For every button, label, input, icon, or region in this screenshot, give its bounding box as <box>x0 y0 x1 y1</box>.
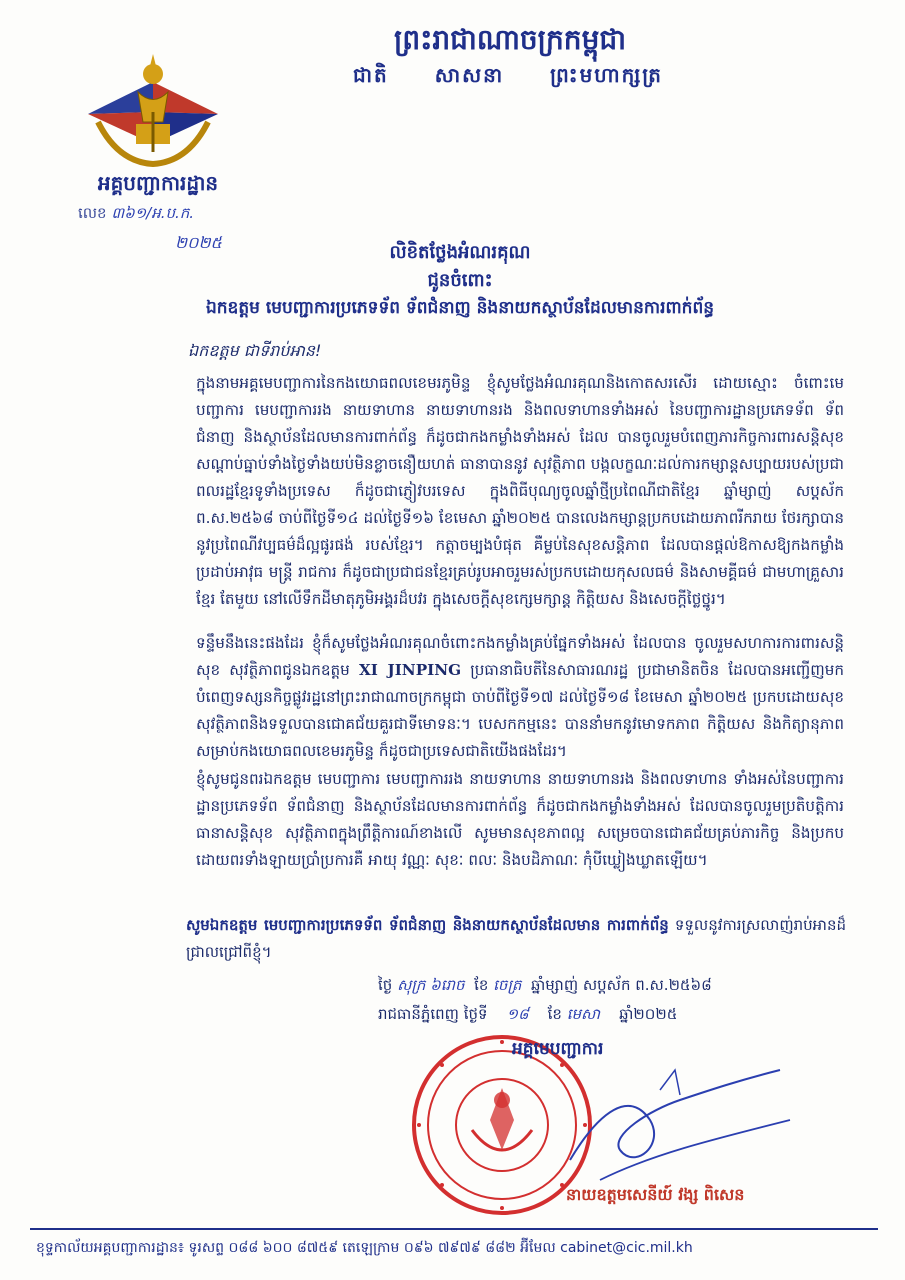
signer-name: នាយឧត្តមសេនីយ៍ វង្ស ពិសេន <box>566 1185 745 1204</box>
paragraph-2-after: ប្រធានាធិបតីនៃសាធារណរដ្ឋ ប្រជាមានិតចិន ដែលបានអញ្ជើញមកបំពេញទស្សនកិច្ចផ្លូវរដ្ឋនៅព្រះរាជាណាចក្រកម្ពុជា ចាប់ពីថ្ងៃទី១៧ ដល់ថ្ងៃទី១៨ ខែមេសា ឆ្នាំ២០២៥ ប្រកបដោយសុខសុវត្ថិភាពនិងទទួលបានជោគជ័យគួរជាទីមោទនៈ។ បេសកកម្មនេះ បាននាំមកនូវមោទកភាព កិត្តិយស និងកិត្យានុភាពសម្រាប់កងយោធពលខេមរភូមិន្ទ ក៏ដូចជាប្រទេសជាតិយើងផងដែរ។ <box>196 661 844 760</box>
ref-number: ៣៦១/អ.ប.ក. <box>111 204 195 222</box>
footer-email[interactable]: cabinet@cic.mil.kh <box>560 1240 693 1256</box>
greg-month-label: ខែ <box>547 1005 562 1023</box>
closing-rest: ទទួលនូវការស្រលាញ់រាប់អានដ៏ជ្រាលជ្រៅពីខ្ញុំ។ <box>186 916 846 961</box>
greg-year: ឆ្នាំ២០២៥ <box>619 1005 678 1023</box>
document-title: លិខិតថ្លែងអំណរគុណ <box>389 242 531 263</box>
hq-name: អគ្គបញ្ជាការដ្ឋាន <box>97 171 219 195</box>
greg-month-hand: មេសា <box>566 1005 601 1023</box>
motto-nation: ជាតិ <box>353 63 389 87</box>
motto-religion: សាសនា <box>434 63 505 87</box>
paragraph-1: ក្នុងនាមអគ្គមេបញ្ជាការនៃកងយោធពលខេមរភូមិន្ទ ខ្ញុំសូមថ្លែងអំណរគុណនិងកោតសរសើរ ដោយស្មោះ ចំពោះមេបញ្ជាការ មេបញ្ជាការរង នាយទាហាន នាយទាហានរង និងពលទាហានទាំងអស់ នៃបញ្ជាការដ្ឋានប្រភេទទ័ព ទ័ពជំនាញ និងស្ថាប័នដែលមានការពាក់ព័ន្ធ ក៏ដូចជាកងកម្លាំងទាំងអស់ ដែល បានចូលរួមបំពេញភារកិច្ចការពារសន្តិសុខ សណ្តាប់ធ្នាប់ទាំងថ្ងៃទាំងយប់មិនខ្លាចនឿយហត់ ធានាបាននូវ សុវត្ថិភាព បង្កលក្ខណៈដល់ការកម្សាន្តសប្បាយរបស់ប្រជាពលរដ្ឋខ្មែរទូទាំងប្រទេស ក៏ដូចជាភ្ញៀវបរទេស ក្នុងពិធីបុណ្យចូលឆ្នាំថ្មីប្រពៃណីជាតិខ្មែរ ឆ្នាំម្សាញ់ សប្តស័ក ព.ស.២៥៦៨ ចាប់ពីថ្ងៃទី១៤ ដល់ថ្ងៃទី១៦ ខែមេសា ឆ្នាំ២០២៥ បានលេងកម្សាន្តប្រកបដោយភាពរីករាយ ថែរក្សាបាននូវប្រពៃណីវប្បធម៌ដ៏ល្អផូរផង់ របស់ខ្មែរ។ កត្តាចម្បងបំផុត គឺម្លប់នៃសុខសន្តិភាព ដែលបានផ្តល់ឱកាសឱ្យកងកម្លាំងប្រដាប់អាវុធ មន្ត្រី រាជការ ក៏ដូចជាប្រជាជនខ្មែរគ្រប់រូបអាចរួមរស់ប្រកបដោយកុសលធម៌ និងសាមគ្គីធម៌ ជាមហាគ្រួសារខ្មែរ តែមួយ នៅលើទឹកដីមាតុភូមិអង្គរដ៏បវរ ក្នុងសេចក្តីសុខក្សេមក្សាន្ត កិត្តិយស និងសេចក្តីថ្លៃថ្នូរ។ <box>196 374 844 608</box>
to-label: ជូនចំពោះ <box>427 270 493 291</box>
footer-contact <box>36 1238 876 1259</box>
paragraph-2-before: ទន្ទឹមនឹងនេះផងដែរ ខ្ញុំក៏សូមថ្លែងអំណរគុណចំពោះកងកម្លាំងគ្រប់ផ្នែកទាំងអស់ ដែលបាន ចូលរួមសហការការពារសន្តិសុខ សុវត្ថិភាពជូនឯកឧត្តម <box>196 634 844 679</box>
military-intelligence-emblem-icon <box>78 52 228 172</box>
reference-number <box>78 204 194 226</box>
closing-paragraph <box>186 912 846 966</box>
paragraph-3: ខ្ញុំសូមជូនពរឯកឧត្តម មេបញ្ជាការ មេបញ្ជាការរង នាយទាហាន នាយទាហានរង និងពលទាហាន ទាំងអស់នៃបញ្ជាការដ្ឋានប្រភេទទ័ព ទ័ពជំនាញ និងស្ថាប័នដែលមានការពាក់ព័ន្ធ ក៏ដូចជាកងកម្លាំងទាំងអស់ ដែលបានចូលរួមប្រតិបត្តិការធានាសន្តិសុខ សុវត្ថិភាពក្នុងព្រឹត្តិការណ៍ខាងលើ សូមមានសុខភាពល្អ សម្រេចបានជោគជ័យគ្រប់ភារកិច្ច និងប្រកបដោយពរទាំងឡាយប្រាំប្រការគឺ អាយុ វណ្ណៈ សុខៈ ពលៈ និងបដិភាណៈ កុំបីឃ្លៀងឃ្លាតឡើយ។ <box>196 770 844 869</box>
day-label: ថ្ងៃ <box>378 976 393 994</box>
footer-divider <box>30 1228 878 1230</box>
place: រាជធានីភ្នំពេញ ថ្ងៃទី <box>378 1005 488 1023</box>
lunar-year: ឆ្នាំម្សាញ់ សប្តស័ក ព.ស.២៥៦៨ <box>531 976 712 994</box>
closing-bold: សូមឯកឧត្តម មេបញ្ជាការប្រភេទទ័ព ទ័ពជំនាញ និងនាយកស្ថាប័នដែលមាន ការពាក់ព័ន្ធ <box>186 916 669 934</box>
month-hand: ចេត្រ <box>493 976 522 994</box>
greeting: ឯកឧត្តម ជាទីរាប់អាន! <box>188 341 322 360</box>
kingdom-title: ព្រះរាជាណាចក្រកម្ពុជា <box>393 23 626 56</box>
ref-year: ២០២៥ <box>175 233 222 252</box>
lunar-date-line <box>378 976 712 998</box>
national-motto <box>338 62 678 92</box>
handwritten-signature-icon <box>540 1050 800 1200</box>
month-label: ខែ <box>474 976 489 994</box>
gregorian-date-line <box>378 1005 677 1027</box>
ref-label: លេខ <box>78 204 107 222</box>
signer-title: អគ្គមេបញ្ជាការ <box>512 1039 604 1059</box>
motto-king: ព្រះមហាក្សត្រ <box>550 63 663 87</box>
footer-text: ខុទ្ទកាល័យអគ្គបញ្ជាការដ្ឋាន៖ ទូរសព្ទ ០៨៨ ៦០០ ៨៧៥៩ តេឡេក្រាម ០៩៦ ៧៩៧៩ ៨៨២ អ៊ីមែល <box>36 1240 556 1256</box>
recipients: ឯកឧត្តម មេបញ្ជាការប្រភេទទ័ព ទ័ពជំនាញ និងនាយកស្ថាប័នដែលមានការពាក់ព័ន្ធ <box>205 298 715 318</box>
day-hand: សុក្រ ៦រោច <box>397 976 465 994</box>
paragraph-2 <box>196 630 844 765</box>
greg-day-hand: ១៨ <box>506 1005 529 1023</box>
paragraph-2-name: XI JINPING <box>358 661 462 679</box>
